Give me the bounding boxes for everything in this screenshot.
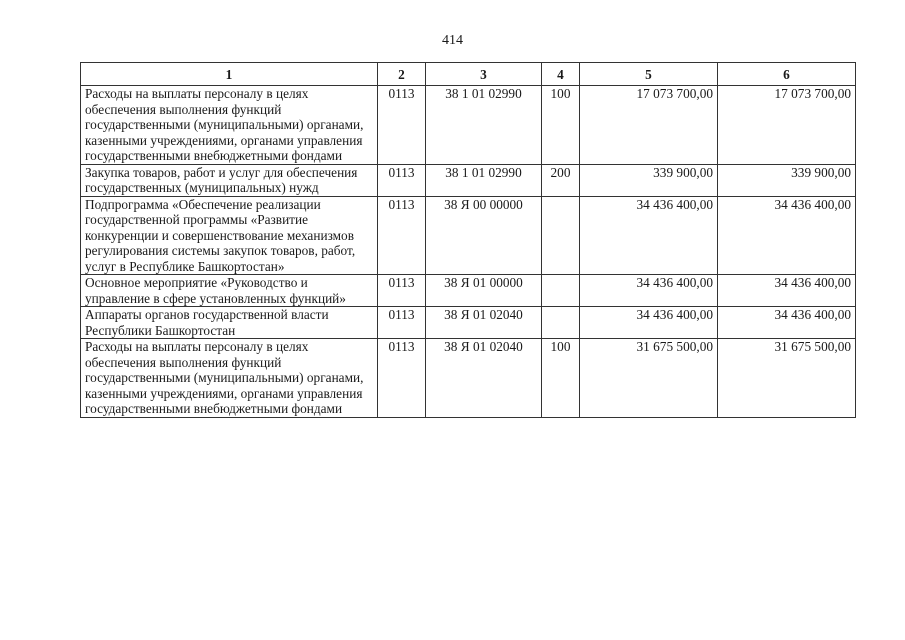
row-section: 0113: [378, 86, 426, 165]
column-header-name: 1: [81, 63, 378, 86]
table-row: [81, 275, 856, 307]
row-section: 0113: [378, 164, 426, 196]
row-expense-type: 100: [542, 339, 580, 418]
page-number: 414: [442, 33, 463, 48]
row-target: 38 1 01 02990: [426, 164, 542, 196]
row-sum-1: 17 073 700,00: [580, 86, 718, 165]
row-sum-1: 34 436 400,00: [580, 307, 718, 339]
row-section: 0113: [378, 339, 426, 418]
table-header-row: [81, 63, 856, 86]
table-row: [81, 164, 856, 196]
column-header-target: 3: [426, 63, 542, 86]
row-expense-type: 100: [542, 86, 580, 165]
row-name: Основное мероприятие «Руководство и управление в сфере установленных функций»: [81, 275, 378, 307]
row-target: 38 1 01 02990: [426, 86, 542, 165]
row-name: Расходы на выплаты персоналу в целях обеспечения выполнения функций государственными (муниципальными) органами, казенными учреждениями, органами управления государственными внебюджетными фондами: [81, 339, 378, 418]
row-name: Подпрограмма «Обеспечение реализации государственной программы «Развитие конкуренции и совершенствование механизмов регулирования системы закупок товаров, работ, услуг в Республике Башкортостан»: [81, 196, 378, 275]
row-target: 38 Я 01 00000: [426, 275, 542, 307]
row-sum-1: 34 436 400,00: [580, 196, 718, 275]
row-target: 38 Я 00 00000: [426, 196, 542, 275]
row-section: 0113: [378, 275, 426, 307]
row-sum-1: 339 900,00: [580, 164, 718, 196]
row-sum-1: 31 675 500,00: [580, 339, 718, 418]
row-sum-1: 34 436 400,00: [580, 275, 718, 307]
row-expense-type: [542, 275, 580, 307]
row-sum-2: 34 436 400,00: [718, 275, 856, 307]
row-target: 38 Я 01 02040: [426, 307, 542, 339]
row-sum-2: 34 436 400,00: [718, 307, 856, 339]
row-sum-2: 339 900,00: [718, 164, 856, 196]
row-expense-type: 200: [542, 164, 580, 196]
budget-table: [80, 62, 856, 418]
column-header-sum-1: 5: [580, 63, 718, 86]
row-target: 38 Я 01 02040: [426, 339, 542, 418]
row-sum-2: 31 675 500,00: [718, 339, 856, 418]
column-header-section: 2: [378, 63, 426, 86]
table-row: [81, 307, 856, 339]
column-header-sum-2: 6: [718, 63, 856, 86]
table-row: [81, 86, 856, 165]
row-name: Расходы на выплаты персоналу в целях обеспечения выполнения функций государственными (муниципальными) органами, казенными учреждениями, органами управления государственными внебюджетными фондами: [81, 86, 378, 165]
table-row: [81, 339, 856, 418]
row-expense-type: [542, 196, 580, 275]
row-expense-type: [542, 307, 580, 339]
row-section: 0113: [378, 196, 426, 275]
row-name: Аппараты органов государственной власти Республики Башкортостан: [81, 307, 378, 339]
table-row: [81, 196, 856, 275]
column-header-expense-type: 4: [542, 63, 580, 86]
row-sum-2: 17 073 700,00: [718, 86, 856, 165]
row-sum-2: 34 436 400,00: [718, 196, 856, 275]
row-section: 0113: [378, 307, 426, 339]
row-name: Закупка товаров, работ и услуг для обеспечения государственных (муниципальных) нужд: [81, 164, 378, 196]
